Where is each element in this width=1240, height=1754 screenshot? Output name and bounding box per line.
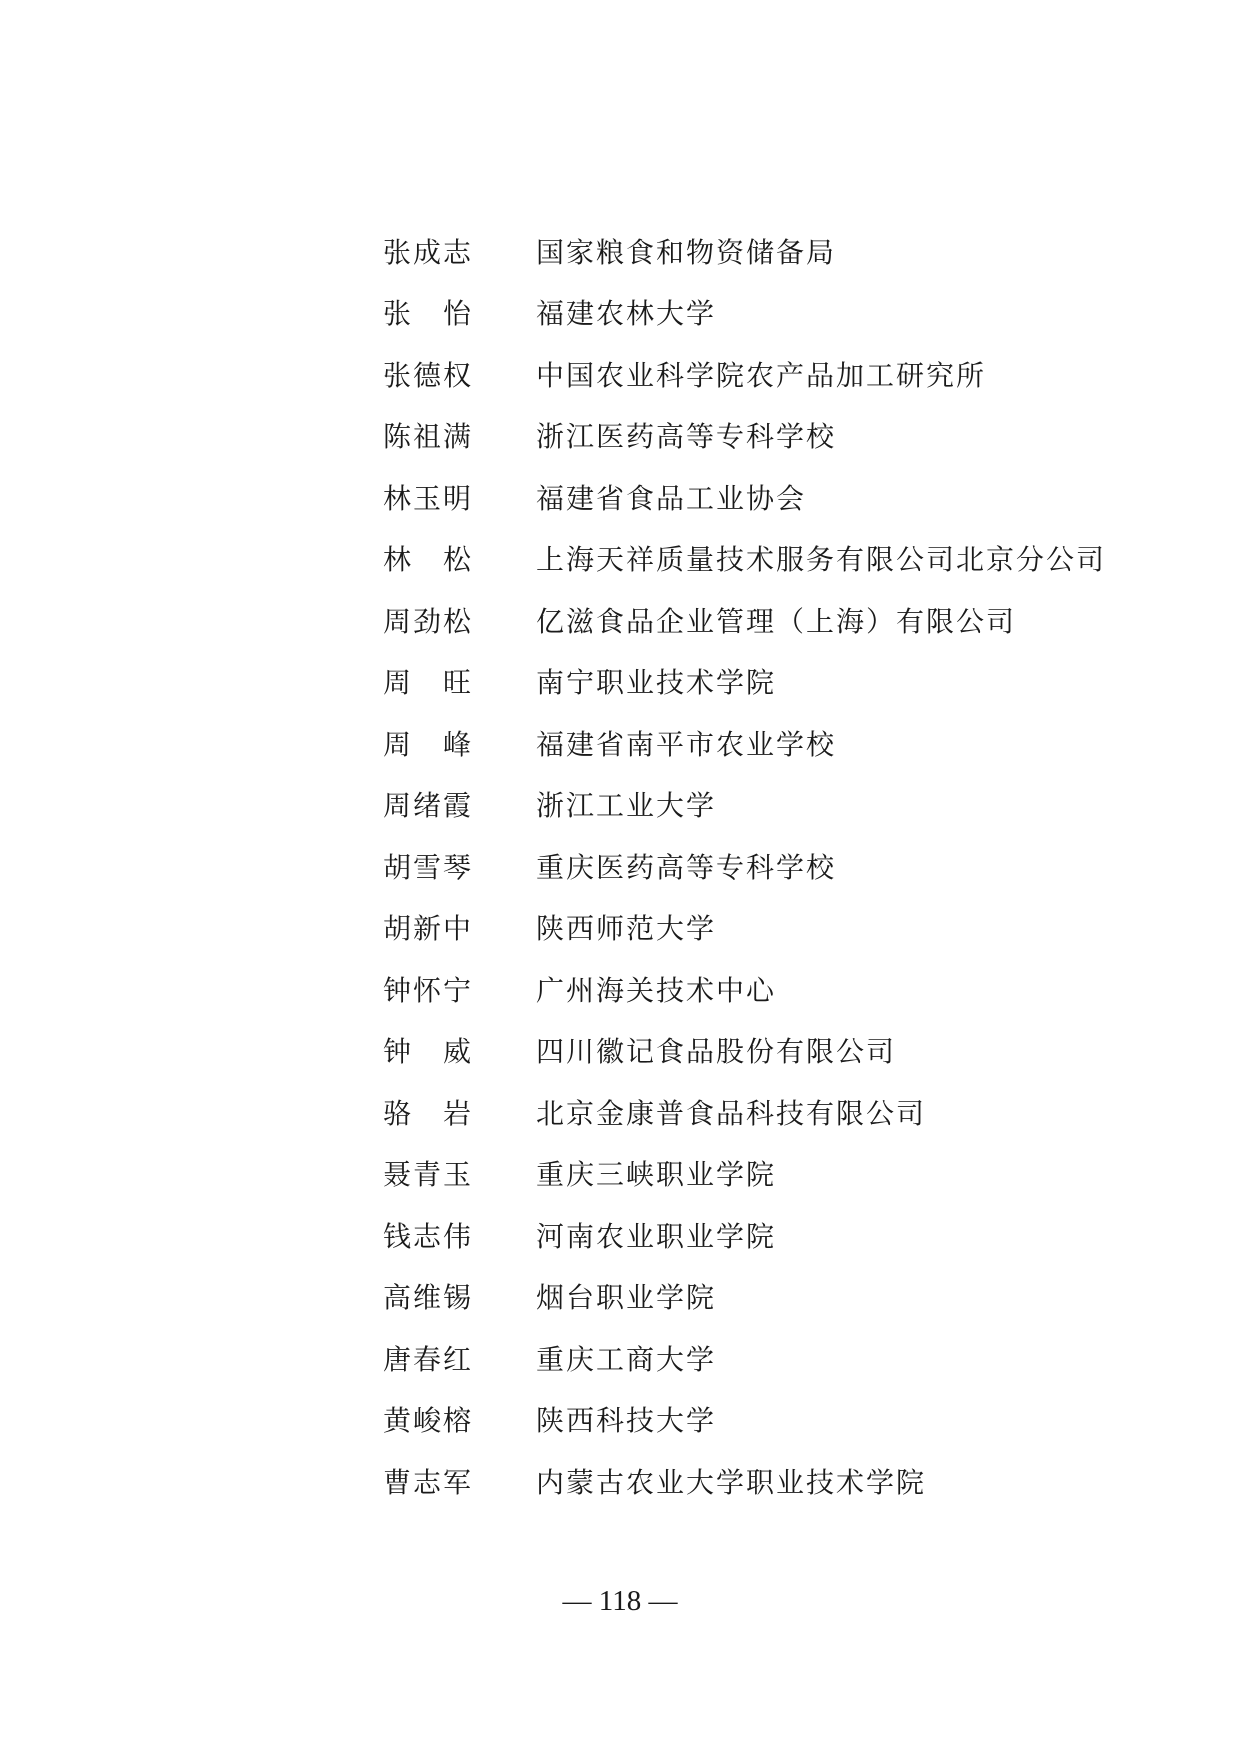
list-item — [383, 714, 1183, 776]
list-item — [383, 1452, 1183, 1514]
person-name: 聂青玉 — [383, 1158, 474, 1192]
member-list — [383, 222, 1183, 1514]
organization: 浙江工业大学 — [536, 789, 717, 823]
person-name: 林玉明 — [383, 481, 474, 515]
person-name: 周劲松 — [383, 604, 474, 638]
person-name: 骆 岩 — [383, 1096, 474, 1130]
organization: 南宁职业技术学院 — [536, 666, 777, 700]
list-item — [383, 1391, 1183, 1453]
organization: 四川徽记食品股份有限公司 — [536, 1035, 897, 1069]
person-name: 胡雪琴 — [383, 850, 474, 884]
organization: 上海天祥质量技术服务有限公司北京分公司 — [536, 543, 1107, 577]
organization: 浙江医药高等专科学校 — [536, 420, 837, 454]
person-name: 黄峻榕 — [383, 1404, 474, 1438]
page-number: — 118 — — [562, 1585, 678, 1617]
list-item — [383, 284, 1183, 346]
person-name: 高维锡 — [383, 1281, 474, 1315]
list-item — [383, 1206, 1183, 1268]
list-item — [383, 1083, 1183, 1145]
list-item — [383, 837, 1183, 899]
organization: 福建省食品工业协会 — [536, 481, 807, 515]
list-item — [383, 468, 1183, 530]
person-name: 张成志 — [383, 235, 474, 269]
organization: 陕西科技大学 — [536, 1404, 717, 1438]
organization: 重庆工商大学 — [536, 1342, 717, 1376]
person-name: 钟怀宁 — [383, 973, 474, 1007]
organization: 重庆三峡职业学院 — [536, 1158, 777, 1192]
organization: 福建省南平市农业学校 — [536, 727, 837, 761]
organization: 国家粮食和物资储备局 — [536, 235, 837, 269]
list-item — [383, 345, 1183, 407]
list-item — [383, 1268, 1183, 1330]
organization: 内蒙古农业大学职业技术学院 — [536, 1465, 927, 1499]
person-name: 陈祖满 — [383, 420, 474, 454]
list-item — [383, 407, 1183, 469]
organization: 重庆医药高等专科学校 — [536, 850, 837, 884]
organization: 亿滋食品企业管理（上海）有限公司 — [536, 604, 1017, 638]
list-item — [383, 960, 1183, 1022]
organization: 广州海关技术中心 — [536, 973, 777, 1007]
organization: 北京金康普食品科技有限公司 — [536, 1096, 927, 1130]
person-name: 钟 威 — [383, 1035, 474, 1069]
list-item — [383, 591, 1183, 653]
organization: 福建农林大学 — [536, 297, 717, 331]
list-item — [383, 653, 1183, 715]
person-name: 周绪霞 — [383, 789, 474, 823]
person-name: 周 旺 — [383, 666, 474, 700]
person-name: 胡新中 — [383, 912, 474, 946]
list-item — [383, 1329, 1183, 1391]
organization: 陕西师范大学 — [536, 912, 717, 946]
organization: 烟台职业学院 — [536, 1281, 717, 1315]
list-item — [383, 1022, 1183, 1084]
person-name: 唐春红 — [383, 1342, 474, 1376]
organization: 中国农业科学院农产品加工研究所 — [536, 358, 987, 392]
organization: 河南农业职业学院 — [536, 1219, 777, 1253]
person-name: 张德权 — [383, 358, 474, 392]
list-item — [383, 1145, 1183, 1207]
person-name: 周 峰 — [383, 727, 474, 761]
person-name: 张 怡 — [383, 297, 474, 331]
list-item — [383, 899, 1183, 961]
person-name: 林 松 — [383, 543, 474, 577]
list-item — [383, 776, 1183, 838]
list-item — [383, 530, 1183, 592]
person-name: 钱志伟 — [383, 1219, 474, 1253]
list-item — [383, 222, 1183, 284]
person-name: 曹志军 — [383, 1465, 474, 1499]
